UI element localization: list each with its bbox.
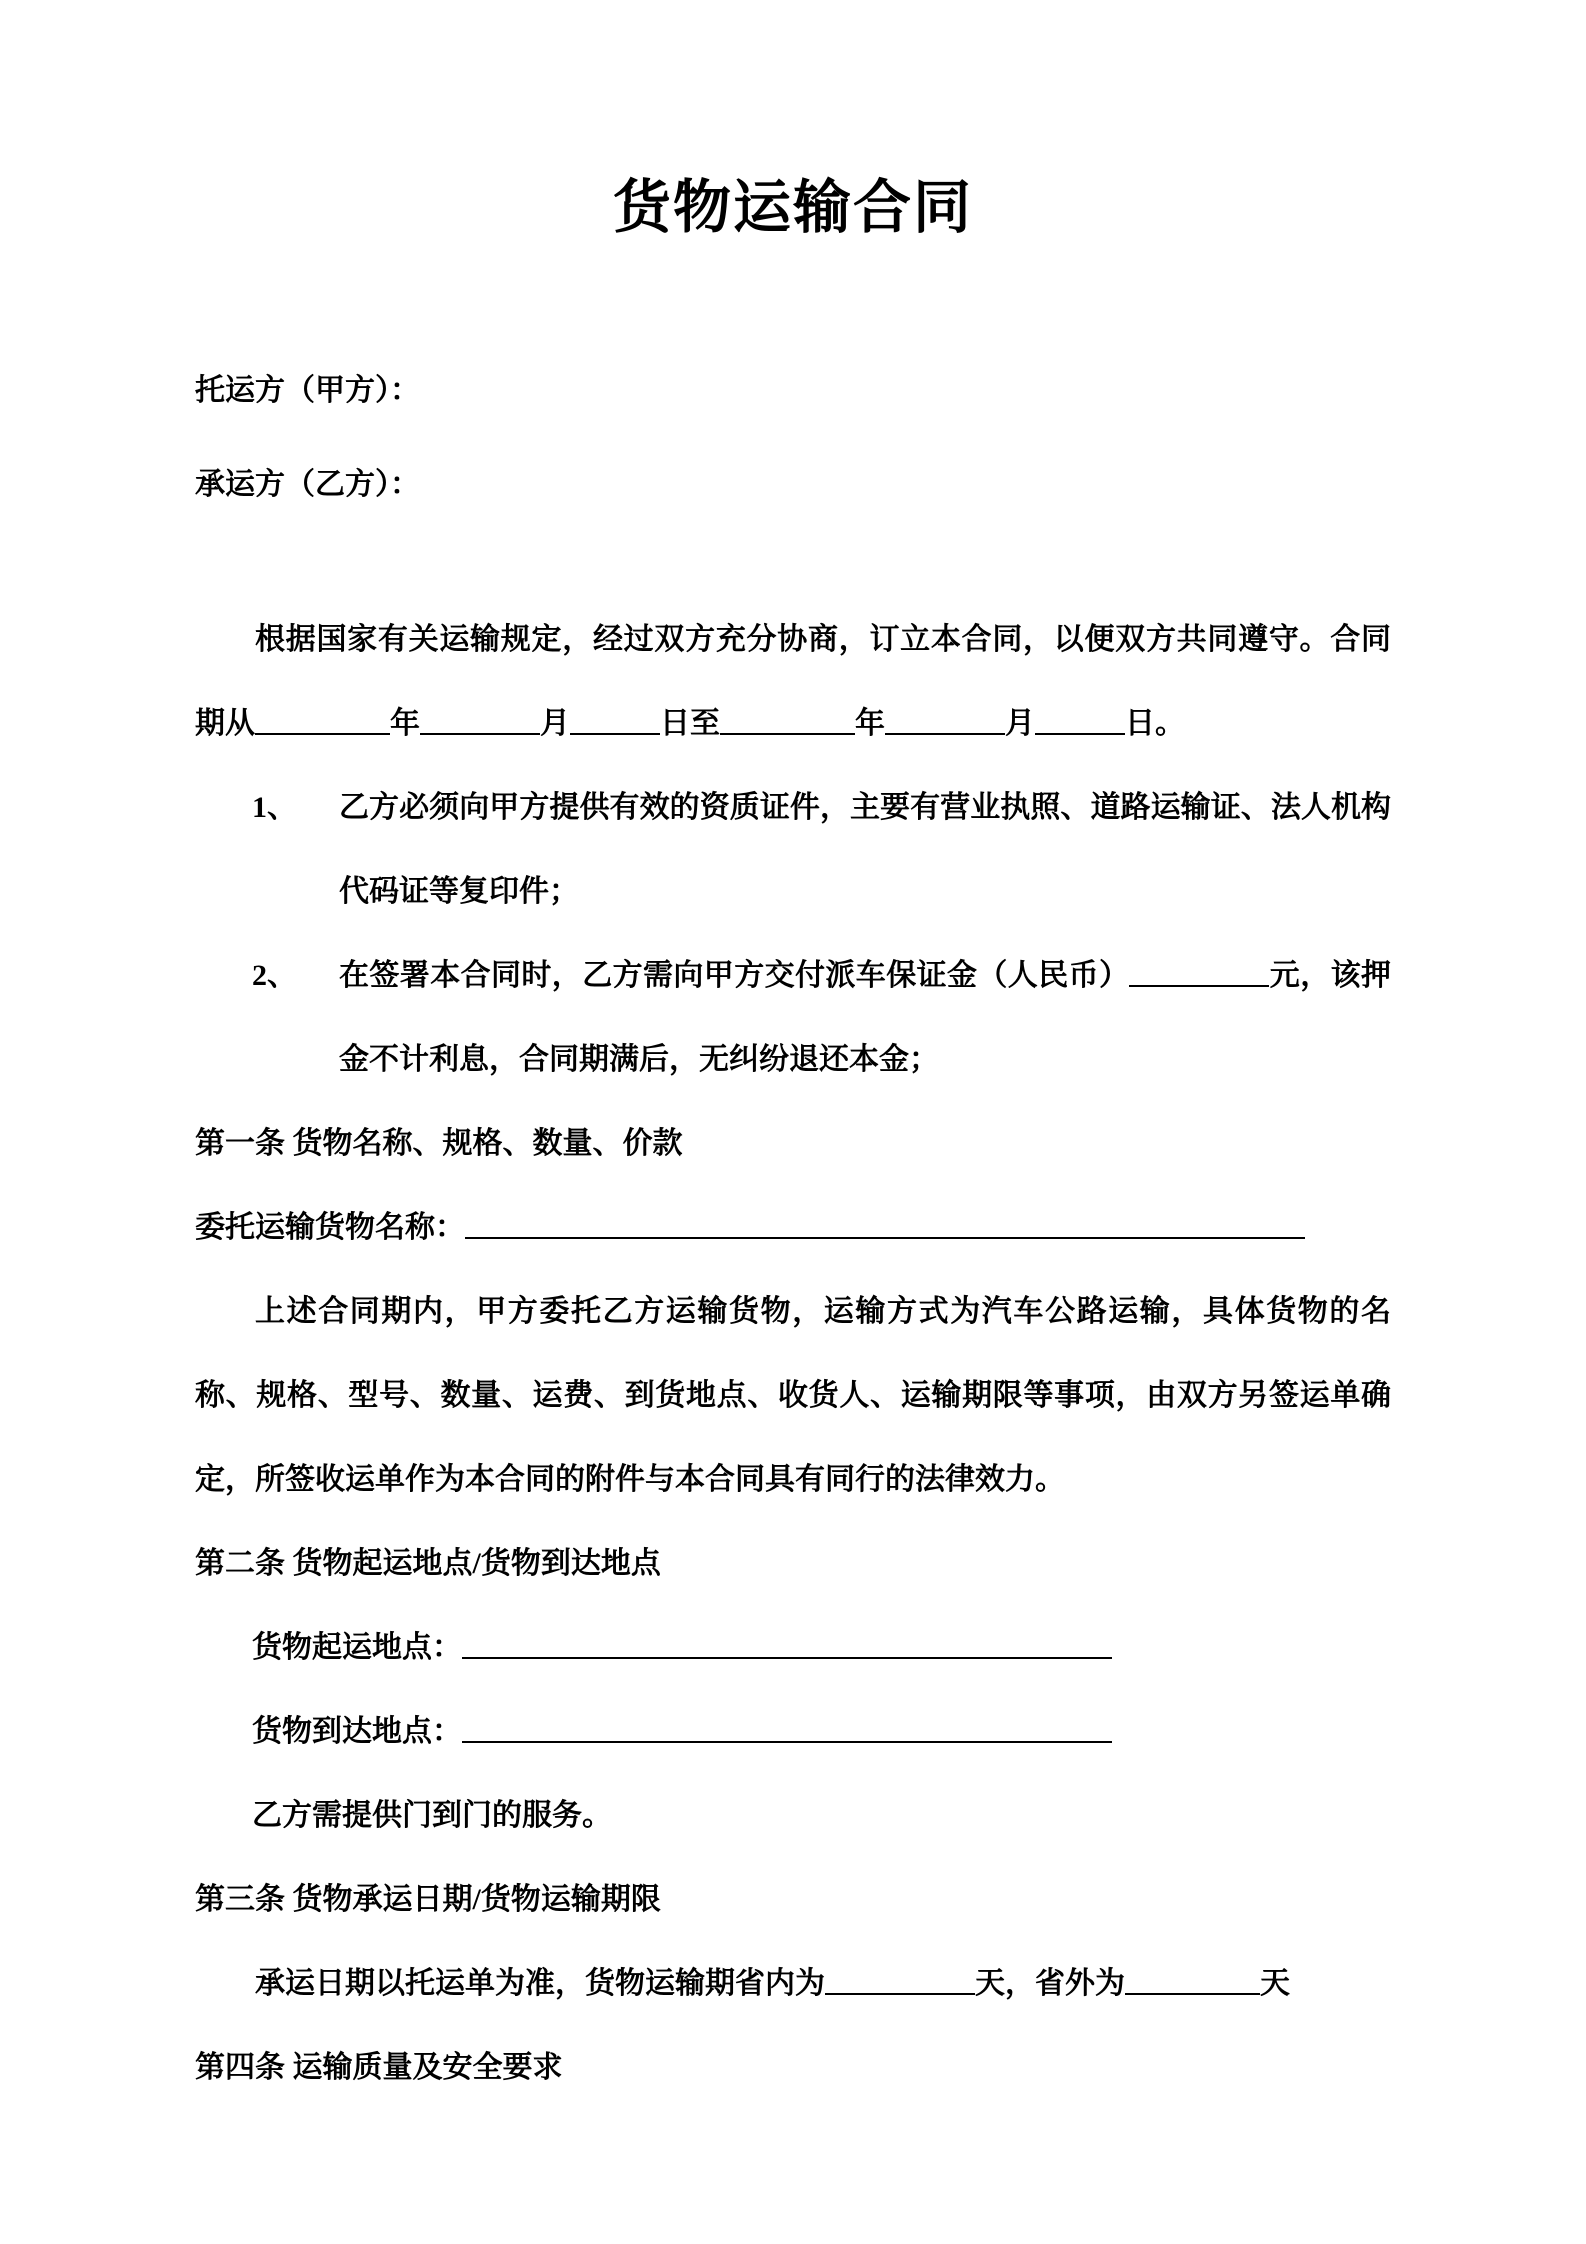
clause-2-marker: 2、: [252, 959, 297, 992]
start-year-blank[interactable]: [255, 703, 390, 735]
shipper-party-line: [195, 344, 1391, 438]
origin-blank[interactable]: [462, 1627, 1112, 1659]
clause-1-text: 乙方必须向甲方提供有效的资质证件，主要有营业执照、道路运输证、法人机构代码证等复印件；: [339, 791, 1391, 908]
out-province-days-blank[interactable]: [1125, 1963, 1260, 1995]
end-year-blank[interactable]: [720, 703, 855, 735]
transport-period-text-1: 承运日期以托运单为准，货物运输期省内为: [255, 1967, 825, 2000]
clause-item-2: [195, 934, 1391, 1102]
clause-2-text-after: 元，该押金不计利息，合同期满后，无纠纷退还本金；: [339, 959, 1392, 1076]
intro-paragraph: [195, 598, 1391, 766]
intro-text: 根据国家有关运输规定，经过双方充分协商，订立本合同，以便双方共同遵守。合同期从: [195, 623, 1391, 740]
end-month-unit: 月: [1005, 707, 1035, 740]
destination-blank[interactable]: [462, 1711, 1112, 1743]
end-year-unit: 年: [855, 707, 885, 740]
door-to-door-note: 乙方需提供门到门的服务。: [252, 1799, 612, 1832]
end-day-unit: 日。: [1125, 707, 1185, 740]
start-year-unit: 年: [390, 707, 420, 740]
destination-line: [195, 1690, 1391, 1774]
document-title: 货物运输合同: [612, 175, 973, 240]
end-day-blank[interactable]: [1035, 703, 1125, 735]
start-month-blank[interactable]: [420, 703, 540, 735]
clause-2-text-before: 在签署本合同时，乙方需向甲方交付派车保证金（人民币）: [339, 959, 1130, 992]
section-3-line: [195, 1942, 1391, 2026]
start-month-unit: 月: [540, 707, 570, 740]
section-4-heading: 第四条 运输质量及安全要求: [195, 2051, 563, 2084]
clause-item-1: [195, 766, 1391, 934]
origin-label: 货物起运地点：: [252, 1631, 462, 1664]
transport-period-text-3: 天: [1260, 1967, 1290, 2000]
section-2-heading: 第二条 货物起运地点/货物到达地点: [195, 1547, 661, 1580]
shipper-label: 托运方（甲方）：: [195, 374, 420, 407]
start-day-unit: 日至: [660, 707, 720, 740]
origin-line: [195, 1606, 1391, 1690]
transport-period-text-2: 天，省外为: [975, 1967, 1125, 2000]
carrier-party-line: [195, 438, 1391, 532]
in-province-days-blank[interactable]: [825, 1963, 975, 1995]
section-3-heading: 第三条 货物承运日期/货物运输期限: [195, 1883, 661, 1916]
clause-1-marker: 1、: [252, 791, 297, 824]
goods-name-label: 委托运输货物名称：: [195, 1211, 465, 1244]
spacer: [195, 532, 1391, 598]
section-1-heading: 第一条 货物名称、规格、数量、价款: [195, 1127, 683, 1160]
end-month-blank[interactable]: [885, 703, 1005, 735]
goods-name-line: [195, 1186, 1391, 1270]
destination-label: 货物到达地点：: [252, 1715, 462, 1748]
start-day-blank[interactable]: [570, 703, 660, 735]
deposit-amount-blank[interactable]: [1129, 955, 1269, 987]
carrier-label: 承运方（乙方）：: [195, 468, 420, 501]
section-1-paragraph: 上述合同期内，甲方委托乙方运输货物，运输方式为汽车公路运输，具体货物的名称、规格、型号、数量、运费、到货地点、收货人、运输期限等事项，由双方另签运单确定，所签收运单作为本合同的附件与本合同具有同行的法律效力。: [195, 1295, 1391, 1496]
goods-name-blank[interactable]: [465, 1207, 1305, 1239]
